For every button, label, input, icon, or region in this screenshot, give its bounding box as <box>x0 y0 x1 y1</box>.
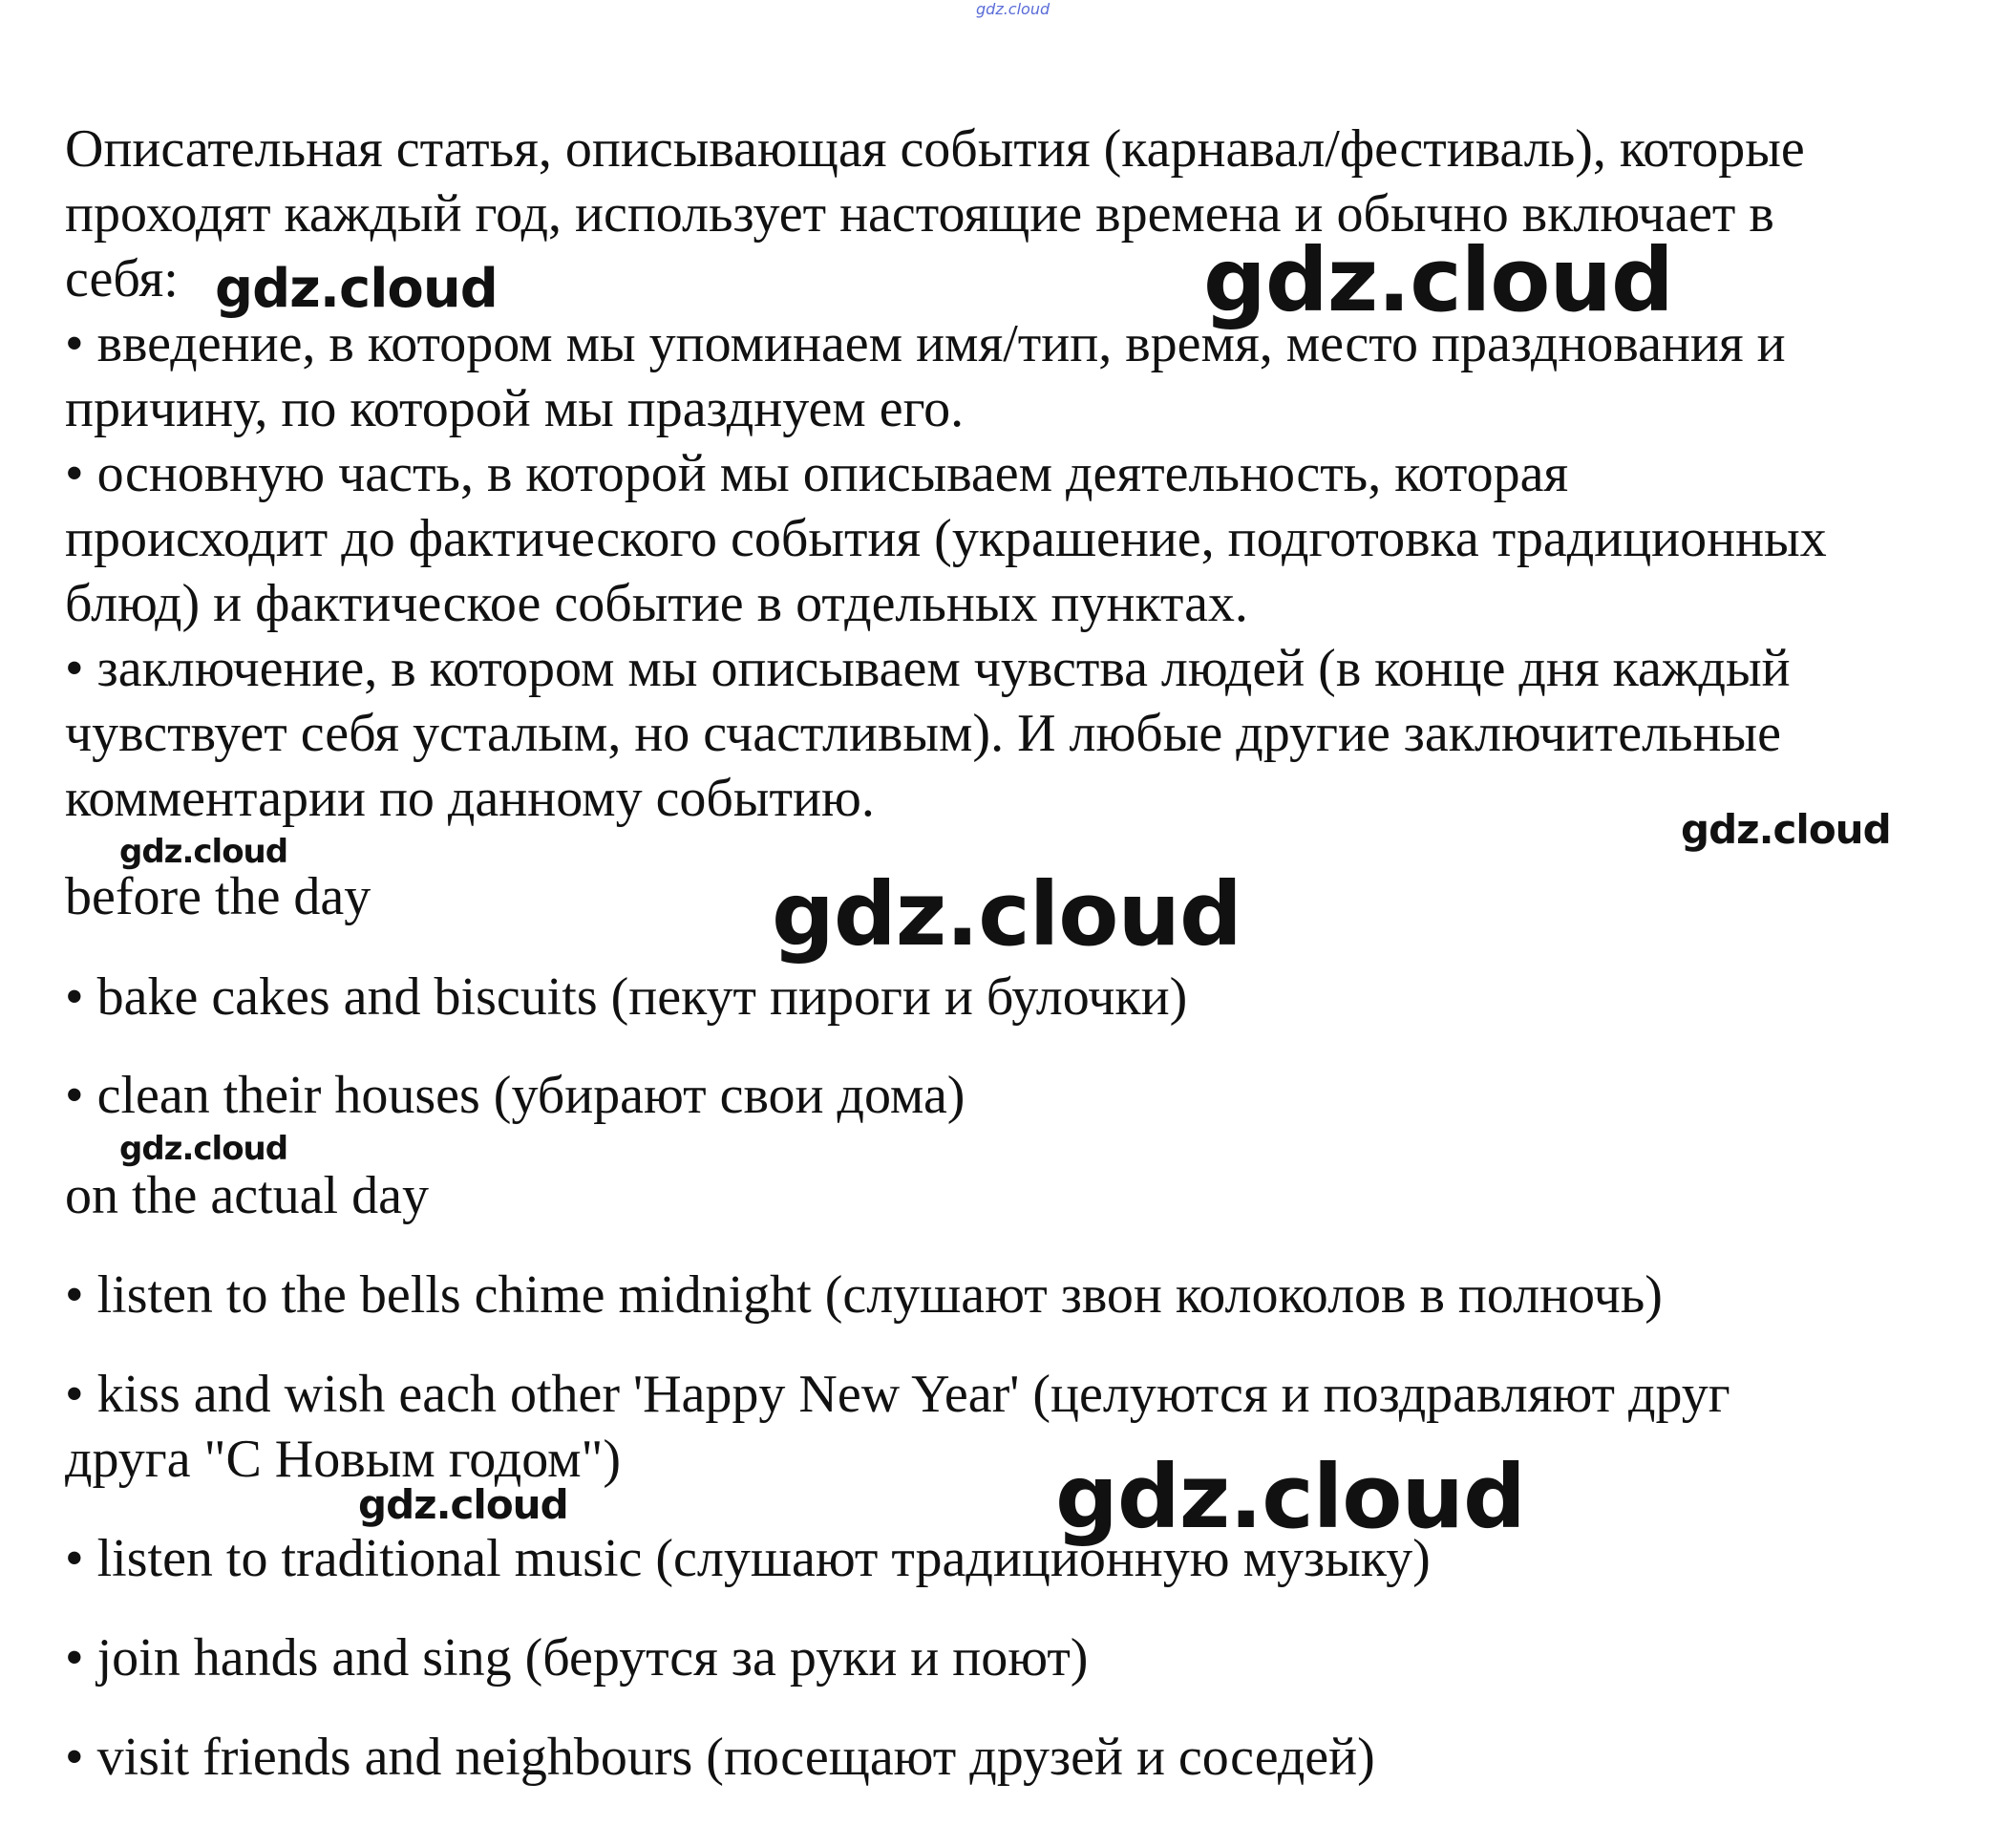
list-item: • listen to traditional music (слушают традиционную музыку) <box>65 1529 1431 1588</box>
actual-day-heading: on the actual day <box>65 1166 429 1225</box>
watermark: gdz.cloud <box>358 1481 568 1528</box>
before-day-heading: before the day <box>65 867 371 926</box>
intro-line: себя: <box>65 249 179 308</box>
intro-bullet-line: • введение, в котором мы упоминаем имя/тип, время, место празднования и <box>65 314 1786 373</box>
list-item: • visit friends and neighbours (посещают друзей и соседей) <box>65 1728 1375 1787</box>
watermark: gdz.cloud <box>119 833 288 871</box>
list-item-continuation: друга "С Новым годом") <box>65 1430 622 1489</box>
watermark: gdz.cloud <box>1203 229 1673 331</box>
list-item: • kiss and wish each other 'Happy New Year' (целуются и поздравляют друг <box>65 1365 1730 1424</box>
intro-line: чувствует себя усталым, но счастливым). И любые другие заключительные <box>65 704 1782 763</box>
intro-line: причину, по которой мы празднуем его. <box>65 379 965 438</box>
watermark: gdz.cloud <box>1055 1446 1525 1548</box>
list-item: • bake cakes and biscuits (пекут пироги и булочки) <box>65 967 1188 1027</box>
watermark: gdz.cloud <box>215 258 498 320</box>
list-item: • clean their houses (убирают свои дома) <box>65 1066 966 1125</box>
intro-line: блюд) и фактическое событие в отдельных пунктах. <box>65 574 1248 633</box>
watermark: gdz.cloud <box>1681 806 1891 853</box>
intro-line: комментарии по данному событию. <box>65 769 875 828</box>
intro-bullet-line: • заключение, в котором мы описываем чувства людей (в конце дня каждый <box>65 639 1791 698</box>
header-watermark: gdz.cloud <box>976 0 1050 18</box>
intro-bullet-line: • основную часть, в которой мы описываем деятельность, которая <box>65 444 1569 503</box>
watermark: gdz.cloud <box>119 1130 288 1168</box>
intro-line: проходят каждый год, использует настоящие времена и обычно включает в <box>65 184 1774 244</box>
list-item: • join hands and sing (берутся за руки и поют) <box>65 1628 1089 1688</box>
list-item: • listen to the bells chime midnight (слушают звон колоколов в полночь) <box>65 1265 1663 1325</box>
intro-line: происходит до фактического события (украшение, подготовка традиционных <box>65 509 1827 568</box>
watermark: gdz.cloud <box>772 863 1241 966</box>
intro-line: Описательная статья, описывающая события (карнавал/фестиваль), которые <box>65 119 1805 179</box>
